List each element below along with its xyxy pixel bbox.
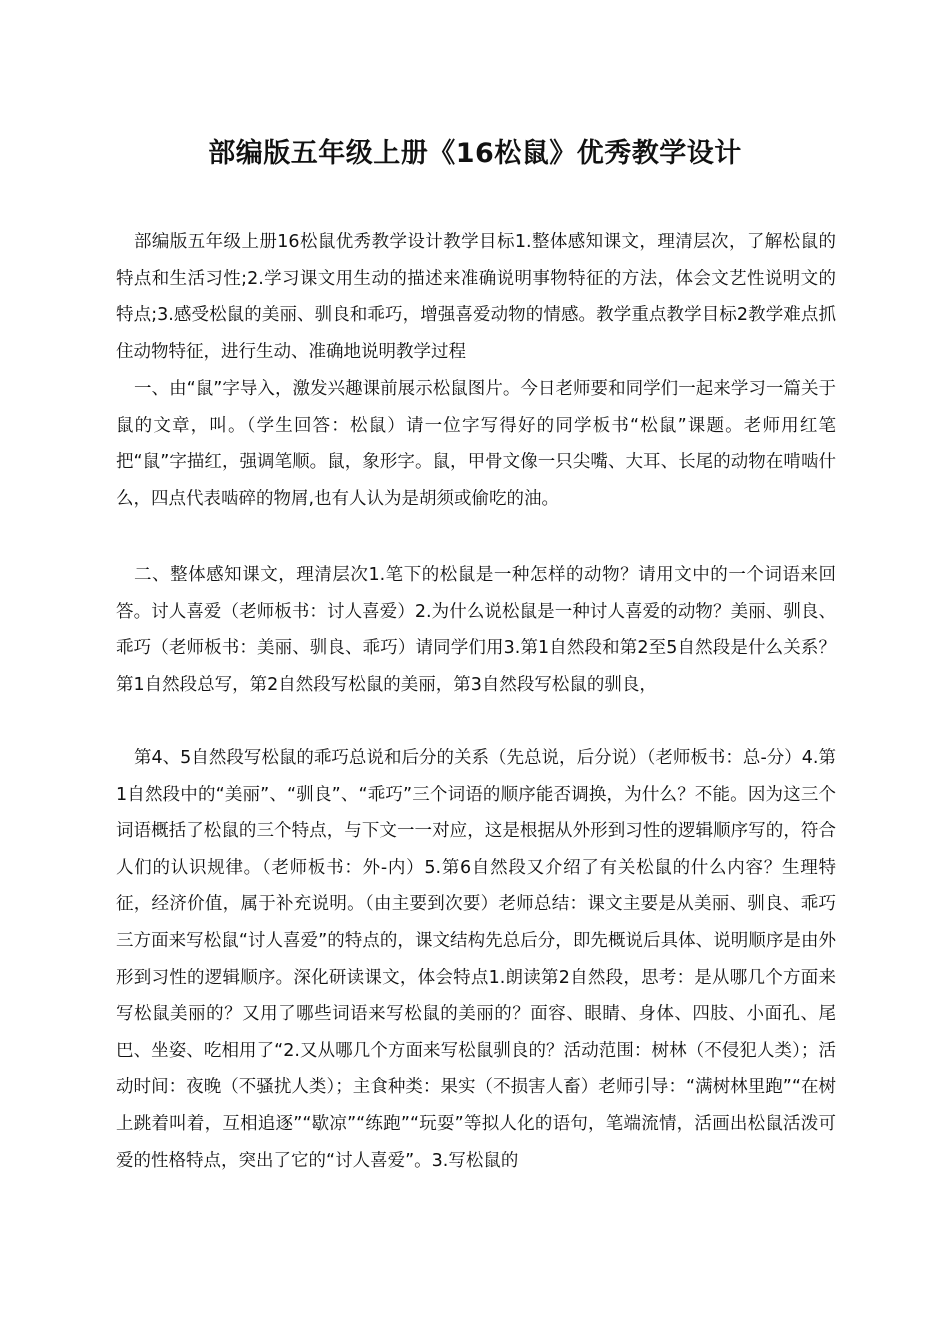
- document-title: 部编版五年级上册《16松鼠》优秀教学设计: [208, 138, 742, 169]
- paragraph-section-one: 一、由“鼠”字导入，激发兴趣课前展示松鼠图片。今日老师要和同学们一起来学习一篇关于鼠的文章，叫。（学生回答：松鼠）请一位字写得好的同学板书“松鼠”课题。老师用红笔把“鼠”字描红，强调笔顺。鼠，象形字。鼠，甲骨文像一只尖嘴、大耳、长尾的动物在啃啮什么，四点代表啮碎的物屑,也有人认为是胡须或偷吃的油。: [116, 379, 836, 509]
- paragraph-section-two: 二、整体感知课文，理清层次1.笔下的松鼠是一种怎样的动物？请用文中的一个词语来回答。讨人喜爱（老师板书：讨人喜爱）2.为什么说松鼠是一种讨人喜爱的动物？美丽、驯良、乖巧（老师板书：美丽、驯良、乖巧）请同学们用3.第1自然段和第2至5自然段是什么关系？第1自然段总写，第2自然段写松鼠的美丽，第3自然段写松鼠的驯良，: [116, 565, 836, 695]
- paragraph-objectives: 部编版五年级上册16松鼠优秀教学设计教学目标1.整体感知课文，理清层次，了解松鼠的特点和生活习性;2.学习课文用生动的描述来准确说明事物特征的方法，体会文艺性说明文的特点;3.感受松鼠的美丽、驯良和乖巧，增强喜爱动物的情感。教学重点教学目标2教学难点抓住动物特征，进行生动、准确地说明教学过程: [116, 232, 836, 362]
- paragraph-section-two-continued: 第4、5自然段写松鼠的乖巧总说和后分的关系（先总说，后分说）（老师板书：总-分）4.第1自然段中的“美丽”、“驯良”、“乖巧”三个词语的顺序能否调换，为什么？不能。因为这三个词语概括了松鼠的三个特点，与下文一一对应，这是根据从外形到习性的逻辑顺序写的，符合人们的认识规律。（老师板书：外-内）5.第6自然段又介绍了有关松鼠的什么内容？生理特征，经济价值，属于补充说明。（由主要到次要）老师总结：课文主要是从美丽、驯良、乖巧三方面来写松鼠“讨人喜爱”的特点的，课文结构先总后分，即先概说后具体、说明顺序是由外形到习性的逻辑顺序。深化研读课文，体会特点1.朗读第2自然段，思考：是从哪几个方面来写松鼠美丽的？又用了哪些词语来写松鼠的美丽的？面容、眼睛、身体、四肢、小面孔、尾巴、坐姿、吃相用了“2.又从哪几个方面来写松鼠驯良的？活动范围：树林（不侵犯人类）；活动时间：夜晚（不骚扰人类）；主食种类：果实（不损害人畜）老师引导：“满树林里跑”“在树上跳着叫着，互相追逐”“歇凉”“练跑”“玩耍”等拟人化的语句，笔端流情，活画出松鼠活泼可爱的性格特点，突出了它的“讨人喜爱”。3.写松鼠的: [116, 748, 836, 1171]
